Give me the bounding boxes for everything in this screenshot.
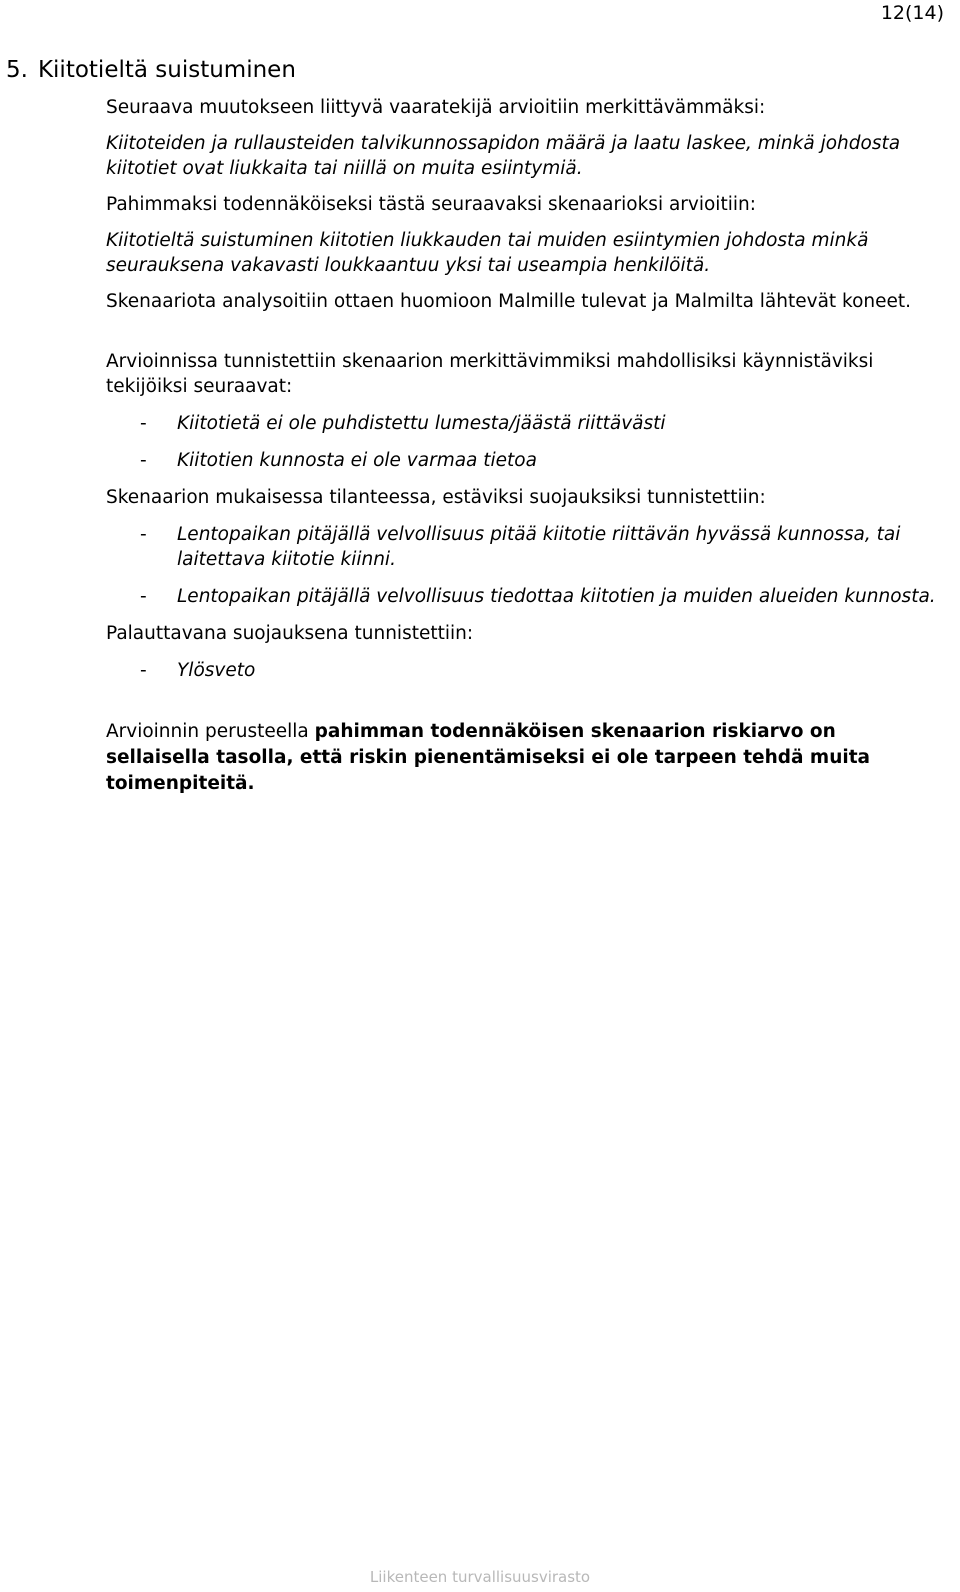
list-dash: - bbox=[140, 450, 147, 471]
list-item bbox=[106, 448, 946, 473]
footer-agency-name: Liikenteen turvallisuusvirasto bbox=[369, 1568, 591, 1586]
section-number: 5. bbox=[6, 57, 28, 83]
list-item bbox=[106, 411, 946, 436]
section-heading bbox=[6, 57, 296, 83]
recovery-intro: Palauttavana suojauksena tunnistettiin: bbox=[106, 623, 474, 644]
triggers-intro: Arvioinnissa tunnistettiin skenaarion merkittävimmiksi mahdollisiksi käynnistäviksi tekijöiksi seuraavat: bbox=[106, 351, 874, 397]
list-item-text: Lentopaikan pitäjällä velvollisuus tiedottaa kiitotien ja muiden alueiden kunnosta. bbox=[177, 586, 936, 607]
preventive-intro: Skenaarion mukaisessa tilanteessa, estäviksi suojauksiksi tunnistettiin: bbox=[106, 487, 766, 508]
section-title: Kiitotieltä suistuminen bbox=[37, 57, 296, 83]
conclusion-paragraph bbox=[106, 719, 946, 797]
list-dash: - bbox=[140, 413, 147, 434]
conclusion-prefix: Arvioinnin perusteella bbox=[106, 721, 315, 742]
list-item-text: Kiitotietä ei ole puhdistettu lumesta/jäästä riittävästi bbox=[177, 413, 666, 434]
scenario-paragraph: Kiitotieltä suistuminen kiitotien liukkauden tai muiden esiintymien johdosta minkä seurauksena vakavasti loukkaantuu yksi tai useampia henkilöitä. bbox=[106, 230, 869, 276]
list-dash: - bbox=[140, 524, 147, 545]
list-item bbox=[106, 584, 946, 609]
list-item-text: Lentopaikan pitäjällä velvollisuus pitää kiitotie riittävän hyvässä kunnossa, tai laitettava kiitotie kiinni. bbox=[177, 524, 901, 570]
list-item-text: Ylösveto bbox=[177, 660, 256, 681]
list-dash: - bbox=[140, 660, 147, 681]
worst-scenario-intro: Pahimmaksi todennäköiseksi tästä seuraavaksi skenaarioksi arvioitiin: bbox=[106, 194, 756, 215]
list-item bbox=[106, 658, 946, 683]
hazard-paragraph: Kiitoteiden ja rullausteiden talvikunnossapidon määrä ja laatu laskee, minkä johdosta kiitotiet ovat liukkaita tai niillä on muita esiintymiä. bbox=[106, 133, 901, 179]
conclusion-bold: pahimman todennäköisen skenaarion riskiarvo on sellaisella tasolla, että riskin pienentämiseksi ei ole tarpeen tehdä muita toimenpiteitä. bbox=[106, 721, 871, 794]
recovery-list bbox=[106, 658, 946, 683]
triggers-list bbox=[106, 411, 946, 473]
section-body bbox=[106, 95, 946, 797]
list-item bbox=[106, 522, 946, 572]
list-dash: - bbox=[140, 586, 147, 607]
list-item-text: Kiitotien kunnosta ei ole varmaa tietoa bbox=[177, 450, 537, 471]
preventive-list bbox=[106, 522, 946, 609]
page-number: 12(14) bbox=[880, 2, 944, 24]
analysis-paragraph: Skenaariota analysoitiin ottaen huomioon Malmille tulevat ja Malmilta lähtevät koneet. bbox=[106, 291, 912, 312]
intro-paragraph: Seuraava muutokseen liittyvä vaaratekijä arvioitiin merkittävämmäksi: bbox=[106, 97, 766, 118]
